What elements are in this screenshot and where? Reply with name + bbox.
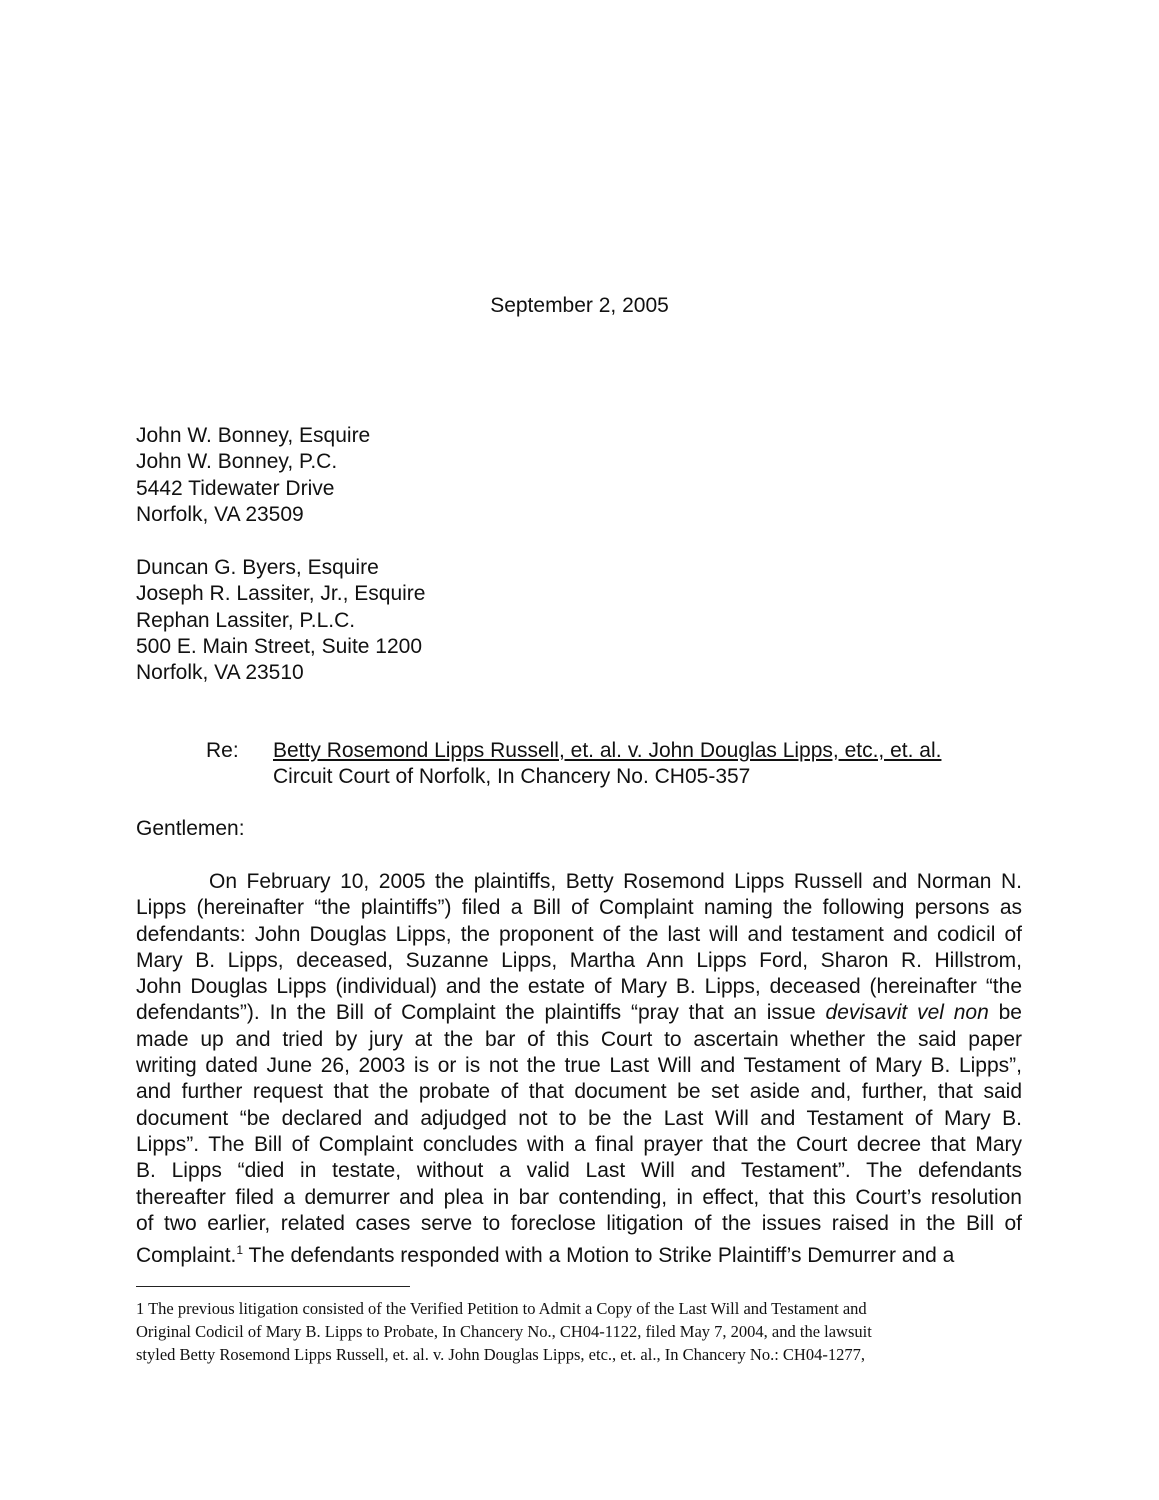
recipient-line: Rephan Lassiter, P.L.C. <box>136 608 356 632</box>
footnote-reference: 1 <box>236 1243 244 1258</box>
body-line: Lipps”. The Bill of Complaint concludes with a final prayer that the Court decree that Mary <box>136 1132 1022 1156</box>
recipient-block-bonney <box>136 423 370 528</box>
letter-date: September 2, 2005 <box>490 294 669 317</box>
body-line: Lipps (hereinafter “the plaintiffs”) filed a Bill of Complaint naming the following persons as <box>136 896 1022 920</box>
body-text-segment: defendants”). In the Bill of Complaint the plaintiffs “pray that an issue <box>136 1001 816 1025</box>
footnote-line: styled Betty Rosemond Lipps Russell, et. al. v. John Douglas Lipps, etc., et. al., In Chancery No.: CH04-1277, <box>136 1345 865 1364</box>
body-line: made up and tried by jury at the bar of this Court to ascertain whether the said paper <box>136 1027 1022 1051</box>
latin-term: devisavit vel non <box>825 1001 989 1025</box>
body-line: thereafter filed a demurrer and plea in bar contending, in effect, that this Court’s resolution <box>136 1185 1022 1209</box>
body-text-segment: Complaint. <box>136 1244 237 1268</box>
body-line: Mary B. Lipps, deceased, Suzanne Lipps, Martha Ann Lipps Ford, Sharon R. Hillstrom, <box>136 948 1022 972</box>
recipient-line: Norfolk, VA 23509 <box>136 502 304 526</box>
footnote-separator <box>136 1286 410 1287</box>
body-line: defendants: John Douglas Lipps, the proponent of the last will and testament and codicil of <box>136 922 1022 946</box>
recipient-line: Duncan G. Byers, Esquire <box>136 556 379 579</box>
body-line: John Douglas Lipps (individual) and the estate of Mary B. Lipps, deceased (hereinafter “the <box>136 975 1022 999</box>
body-line <box>136 1000 1022 1026</box>
footnote <box>136 1297 980 1366</box>
body-line: of two earlier, related cases serve to foreclose litigation of the issues raised in the Bill of <box>136 1211 1022 1235</box>
recipient-line: 5442 Tidewater Drive <box>136 476 335 500</box>
recipient-line: John W. Bonney, P.C. <box>136 450 338 474</box>
footnote-line: 1 The previous litigation consisted of the Verified Petition to Admit a Copy of the Last Will and Testament and <box>136 1299 867 1318</box>
recipient-line: John W. Bonney, Esquire <box>136 424 371 447</box>
re-details <box>273 738 941 790</box>
body-line: On February 10, 2005 the plaintiffs, Betty Rosemond Lipps Russell and Norman N. <box>209 870 1022 893</box>
body-text-segment: be <box>998 1001 1022 1025</box>
body-line: document “be declared and adjudged not to be the Last Will and Testament of Mary B. <box>136 1106 1022 1130</box>
case-title: Betty Rosemond Lipps Russell, et. al. v. John Douglas Lipps, etc., et. al. <box>273 739 942 762</box>
salutation: Gentlemen: <box>136 817 245 840</box>
body-text-segment: The defendants responded with a Motion to Strike Plaintiff’s Demurrer and a <box>243 1244 955 1268</box>
body-line: writing dated June 26, 2003 is or is not the true Last Will and Testament of Mary B. Lipps”, <box>136 1054 1022 1078</box>
body-line: B. Lipps “died in testate, without a valid Last Will and Testament”. The defendants <box>136 1159 1022 1183</box>
recipient-line: Norfolk, VA 23510 <box>136 661 304 685</box>
recipient-block-byers <box>136 555 425 686</box>
body-line: and further request that the probate of that document be set aside and, further, that said <box>136 1080 1022 1104</box>
re-label: Re: <box>206 739 239 762</box>
footnote-line: Original Codicil of Mary B. Lipps to Probate, In Chancery No., CH04-1122, filed May 7, 2004, and the lawsuit <box>136 1322 872 1341</box>
body-paragraph <box>136 869 1022 1268</box>
court-reference: Circuit Court of Norfolk, In Chancery No. CH05-357 <box>273 765 751 788</box>
body-line <box>136 1237 1022 1268</box>
recipient-line: Joseph R. Lassiter, Jr., Esquire <box>136 582 426 606</box>
recipient-line: 500 E. Main Street, Suite 1200 <box>136 634 423 658</box>
